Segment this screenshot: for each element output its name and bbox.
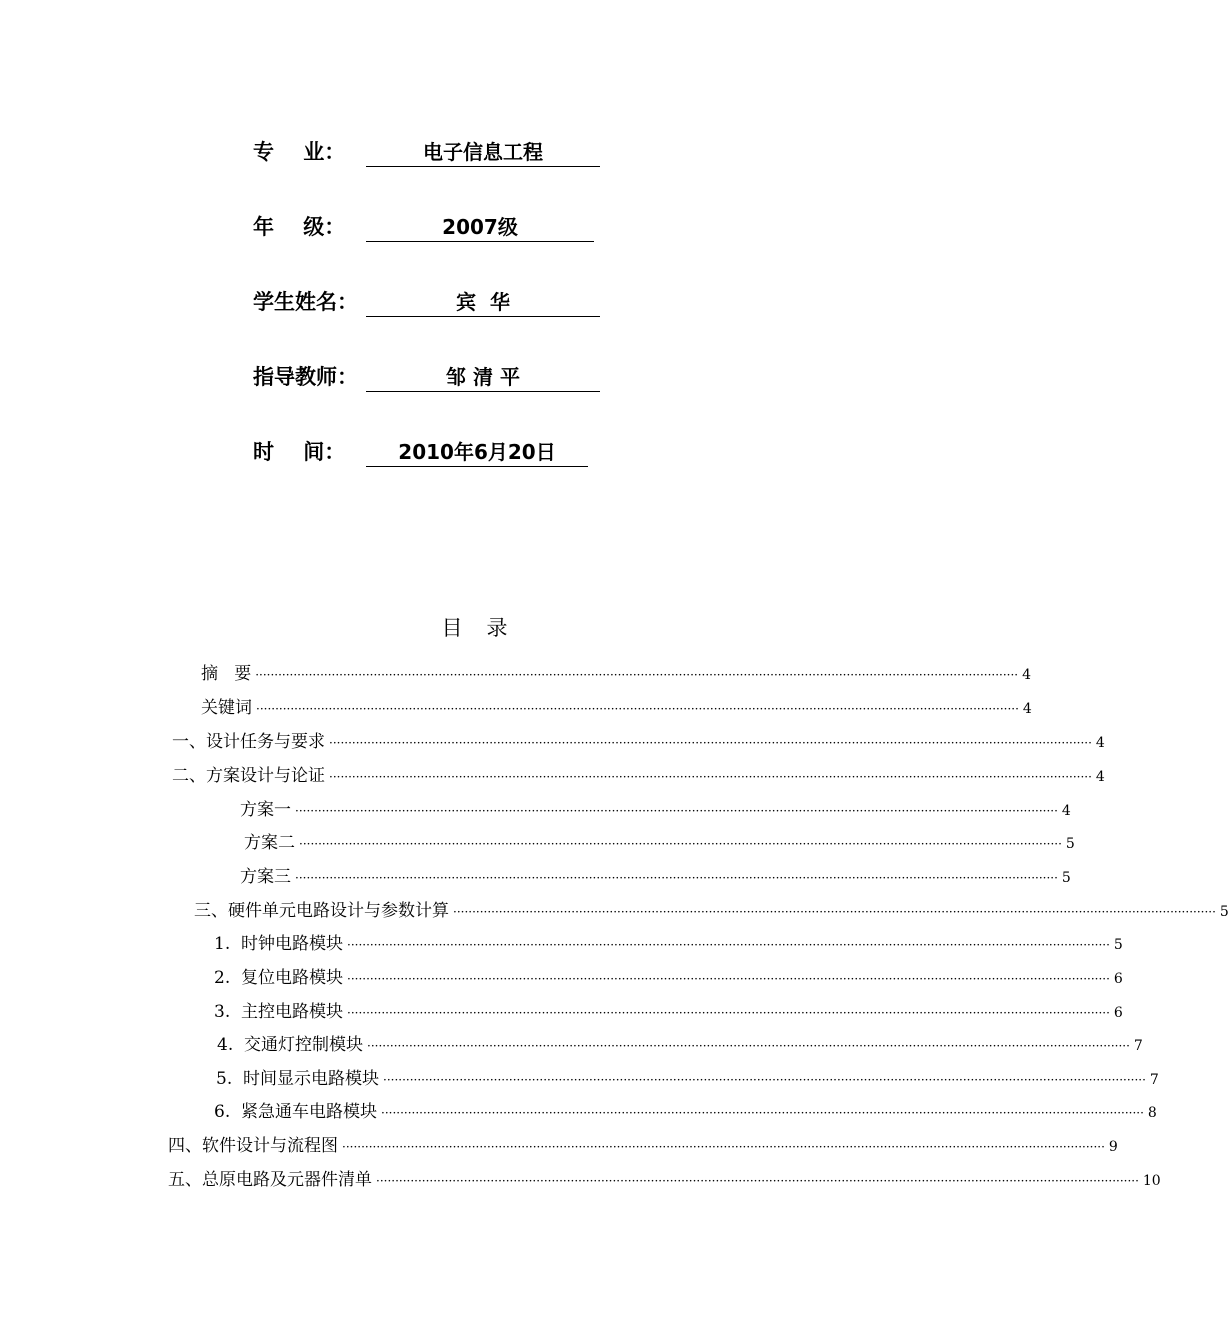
toc-leader-dots: ········································································································································································································ <box>342 1140 1105 1154</box>
info-value-student: 宾 华 <box>366 288 600 317</box>
toc-entry-page: 4 <box>1095 735 1105 751</box>
info-label-advisor: 指导教师： <box>253 365 358 389</box>
toc-entry[interactable] <box>172 763 1105 789</box>
toc-leader-dots: ········································································································································································································ <box>381 1106 1144 1120</box>
toc-leader-dots: ········································································································································································································ <box>347 938 1110 952</box>
toc-entry[interactable] <box>201 661 1032 687</box>
info-label-date: 时 间： <box>253 440 346 464</box>
toc-entry-label: 四、软件设计与流程图 <box>168 1136 338 1156</box>
toc-entry-label: 6. 紧急通车电路模块 <box>214 1102 378 1122</box>
toc-entry-label: 4. 交通灯控制模块 <box>217 1035 364 1055</box>
toc-entry[interactable] <box>214 1099 1157 1125</box>
toc-leader-dots: ········································································································································································································ <box>256 702 1019 716</box>
toc-entry[interactable] <box>214 965 1123 991</box>
toc-leader-dots: ········································································································································································································ <box>299 837 1062 851</box>
toc-entry-page: 4 <box>1022 701 1032 717</box>
toc-entry[interactable] <box>201 695 1032 721</box>
info-label-student: 学生姓名： <box>253 290 358 314</box>
toc-entry-page: 4 <box>1061 803 1071 819</box>
toc-entry-page: 5 <box>1061 870 1071 886</box>
toc-entry[interactable] <box>194 898 1229 924</box>
toc-entry-label: 三、硬件单元电路设计与参数计算 <box>194 901 449 921</box>
toc-entry[interactable] <box>216 1066 1159 1092</box>
toc-entry-label: 五、总原电路及元器件清单 <box>168 1170 372 1190</box>
toc-entry[interactable] <box>168 1133 1118 1159</box>
toc-entry-page: 5 <box>1219 904 1229 920</box>
toc-entry-label: 2. 复位电路模块 <box>214 968 344 988</box>
toc-entry-label: 3. 主控电路模块 <box>214 1002 344 1022</box>
info-value-major: 电子信息工程 <box>366 138 600 167</box>
toc-leader-dots: ········································································································································································································ <box>347 1006 1110 1020</box>
toc-entry-page: 5 <box>1065 836 1075 852</box>
info-label-grade: 年 级： <box>253 215 346 239</box>
toc-entry[interactable] <box>172 729 1105 755</box>
toc-entry[interactable] <box>217 1032 1143 1058</box>
toc-leader-dots: ········································································································································································································ <box>295 871 1058 885</box>
toc-entry-label: 方案三 <box>240 867 291 887</box>
toc-entry[interactable] <box>240 797 1071 823</box>
toc-entry-page: 5 <box>1113 937 1123 953</box>
toc-entry[interactable] <box>214 999 1123 1025</box>
toc-leader-dots: ········································································································································································································ <box>295 804 1058 818</box>
toc-entry-label: 方案二 <box>244 833 295 853</box>
toc-entry-label: 方案一 <box>240 800 291 820</box>
toc-entry[interactable] <box>168 1167 1161 1193</box>
toc-leader-dots: ········································································································································································································ <box>255 668 1019 682</box>
toc-entry-page: 4 <box>1022 667 1032 683</box>
toc-leader-dots: ········································································································································································································ <box>329 736 1092 750</box>
toc-entry[interactable] <box>240 864 1071 890</box>
toc-entry-page: 7 <box>1133 1038 1143 1054</box>
info-label-major: 专 业： <box>253 140 346 164</box>
toc-leader-dots: ········································································································································································································ <box>376 1174 1139 1188</box>
toc-leader-dots: ········································································································································································································ <box>329 770 1092 784</box>
toc-leader-dots: ········································································································································································································ <box>347 972 1110 986</box>
toc-entry-label: 二、方案设计与论证 <box>172 766 325 786</box>
toc-leader-dots: ········································································································································································································ <box>453 905 1216 919</box>
toc-entry-label: 一、设计任务与要求 <box>172 732 325 752</box>
toc-leader-dots: ········································································································································································································ <box>367 1039 1130 1053</box>
toc-leader-dots: ········································································································································································································ <box>383 1073 1146 1087</box>
toc-title: 目 录 <box>441 616 509 640</box>
toc-entry-page: 7 <box>1149 1072 1159 1088</box>
toc-entry[interactable] <box>214 931 1123 957</box>
toc-entry-page: 9 <box>1108 1139 1118 1155</box>
toc-entry-page: 10 <box>1142 1173 1161 1189</box>
toc-entry-page: 4 <box>1095 769 1105 785</box>
info-value-date: 2010年6月20日 <box>366 438 588 467</box>
toc-entry-label: 1. 时钟电路模块 <box>214 934 344 954</box>
toc-entry-label: 5. 时间显示电路模块 <box>216 1069 380 1089</box>
toc-entry-label: 摘 要 <box>201 664 252 684</box>
toc-entry-page: 6 <box>1113 1005 1123 1021</box>
toc-entry-page: 8 <box>1147 1105 1157 1121</box>
info-value-grade: 2007级 <box>366 213 594 242</box>
toc-entry-label: 关键词 <box>201 698 252 718</box>
toc-entry-page: 6 <box>1113 971 1123 987</box>
toc-entry[interactable] <box>244 830 1075 856</box>
info-value-advisor: 邹 清 平 <box>366 363 600 392</box>
